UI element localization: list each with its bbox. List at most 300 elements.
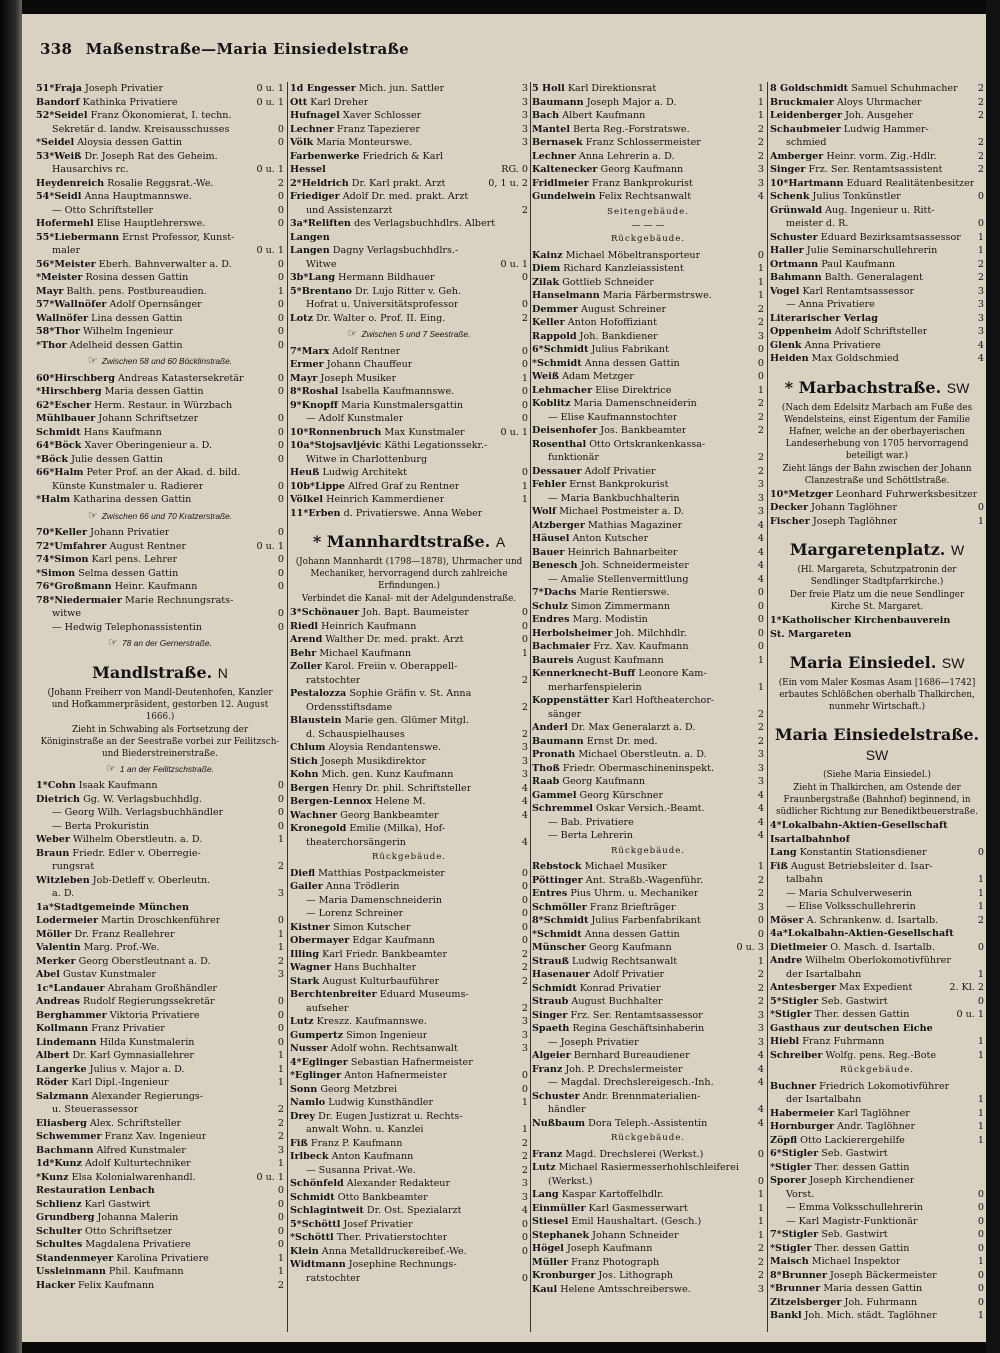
entry-name: Schmidt <box>36 426 81 438</box>
floor-number <box>981 927 984 941</box>
directory-entry <box>770 177 984 191</box>
entry-name: Schönfeld <box>290 1178 344 1189</box>
entry-text <box>770 312 878 326</box>
directory-entry <box>532 762 764 776</box>
directory-entry <box>36 540 284 554</box>
entry-name: Literarischer Verlag <box>770 312 878 324</box>
district-letter: SW <box>946 379 970 396</box>
floor-number: 3 <box>521 1043 528 1054</box>
entry-detail: (Werkst.) <box>548 1175 593 1187</box>
district-letter: W <box>950 542 965 558</box>
floor-number: 0 <box>757 1175 764 1187</box>
entry-text <box>770 1093 861 1107</box>
directory-entry <box>532 492 764 506</box>
entry-name: Haller <box>770 245 804 256</box>
directory-entry <box>532 995 764 1009</box>
floor-number: 4 <box>757 546 764 558</box>
entry-text <box>36 1063 184 1077</box>
floor-number: 0 <box>277 494 284 505</box>
floor-number: 0 u. 1 <box>500 426 528 438</box>
entry-name: Herbolsheimer <box>532 627 613 639</box>
entry-name: Salzmann <box>36 1090 89 1102</box>
entry-detail: Anton Kaufmann <box>331 1151 414 1162</box>
floor-number: 0 <box>521 935 528 946</box>
entry-detail: Max Kunstmaler <box>384 426 465 438</box>
directory-entry <box>290 1123 528 1137</box>
entry-text <box>532 887 698 901</box>
floor-number <box>281 231 284 245</box>
directory-entry <box>770 954 984 968</box>
entry-detail: Karl Gasmesserwart <box>588 1202 688 1214</box>
entry-name: 4*Lokalbahn-Aktien-Gesellschaft <box>770 820 948 831</box>
entry-text <box>36 860 94 874</box>
entry-name: Oppenheim <box>770 326 832 337</box>
entry-detail: Aug. Ingenieur u. Ritt- <box>825 204 935 216</box>
directory-entry <box>770 1228 984 1242</box>
entry-detail: Hans Buchhalter <box>334 962 417 973</box>
street-note: Zieht in Schwabing als Fortsetzung der Königinstraße an der Seestraße vorbei zur Feilitzsch- und Biederstreinerstraße. <box>40 724 280 759</box>
directory-entry <box>36 553 284 567</box>
running-title: Maßenstraße—Maria Einsiedelstraße <box>85 40 410 58</box>
entry-name: Schmidt <box>290 1191 335 1203</box>
entry-detail: Konstantin Stationsdiener <box>799 847 927 858</box>
floor-number <box>981 628 984 642</box>
entry-name: St. Margareten <box>770 628 852 640</box>
entry-detail: Adolf Rentner <box>332 345 401 357</box>
building-subheading: Rückgebäude. <box>610 1133 686 1143</box>
floor-number: 0 <box>277 554 284 565</box>
entry-name: *Halm <box>36 494 71 505</box>
directory-entry <box>532 874 764 888</box>
entry-name: Rebstock <box>532 861 582 872</box>
directory-entry <box>532 163 764 177</box>
entry-detail: Herm. Restaur. in Würzbach <box>94 399 233 411</box>
directory-page <box>22 14 986 1342</box>
directory-entry <box>36 1265 284 1279</box>
entry-text <box>532 163 683 177</box>
directory-entry <box>290 163 528 177</box>
directory-entry <box>770 1215 984 1229</box>
entry-text <box>290 285 461 299</box>
floor-number: 2 <box>757 398 764 409</box>
entry-detail: Aloys Uhrmacher <box>836 96 922 108</box>
entry-name: Heydenreich <box>36 177 105 189</box>
entry-detail: händler <box>548 1104 586 1115</box>
entry-text <box>532 370 634 384</box>
entry-name: Mayr <box>290 372 318 384</box>
floor-number <box>281 847 284 861</box>
entry-detail: Adolf Schriftsteller <box>834 326 928 337</box>
entry-name: *Stigler <box>770 1009 812 1020</box>
floor-number: 0 <box>521 399 528 411</box>
entry-text <box>532 1229 679 1243</box>
entry-name: Schmöller <box>532 901 587 913</box>
entry-name: Grünwald <box>770 204 823 216</box>
directory-entry <box>532 303 764 317</box>
entry-text <box>290 701 392 715</box>
entry-text <box>36 1265 184 1279</box>
entry-detail: Heinrich Kammerdiener <box>326 494 445 505</box>
floor-number: 0 <box>277 258 284 270</box>
street-heading <box>290 532 528 552</box>
entry-text <box>532 968 664 982</box>
floor-number: 0 <box>277 299 284 310</box>
directory-entry <box>290 123 528 137</box>
entry-text <box>532 955 677 969</box>
entry-detail: Adolf Dr. med. prakt. Arzt <box>342 191 469 202</box>
entry-name: Hofermehl <box>36 218 94 229</box>
entry-text <box>36 901 189 915</box>
floor-number: 1 <box>277 1252 284 1264</box>
directory-entry <box>532 928 764 942</box>
entry-detail: Michael Rasiermesserhohlschleiferei <box>558 1162 739 1173</box>
directory-entry <box>36 982 284 996</box>
entry-text <box>36 399 232 413</box>
directory-entry <box>36 594 284 608</box>
entry-text <box>770 968 861 982</box>
floor-number: 0 <box>757 641 764 652</box>
directory-entry <box>532 519 764 533</box>
entry-name: Kronburger <box>532 1270 596 1281</box>
directory-entry <box>532 1161 764 1175</box>
floor-number: 2 <box>521 948 528 960</box>
entry-text <box>290 1096 433 1110</box>
floor-number <box>281 109 284 123</box>
entry-detail: Anna Lehrerin a. D. <box>578 150 675 162</box>
floor-number: 1 <box>757 681 764 693</box>
entry-name: Franz <box>532 1063 563 1075</box>
entry-text <box>770 352 899 366</box>
floor-number: 2 <box>757 425 764 436</box>
directory-entry <box>36 621 284 635</box>
floor-number <box>281 1090 284 1104</box>
directory-entry <box>290 795 528 809</box>
directory-entry <box>532 1022 764 1036</box>
entry-text <box>770 150 937 164</box>
floor-number <box>281 874 284 888</box>
directory-entry <box>770 1242 984 1256</box>
entry-name: Kohn <box>290 769 319 780</box>
entry-text <box>770 204 935 218</box>
entry-name: Keller <box>532 317 565 328</box>
floor-number: 1 <box>977 887 984 899</box>
floor-number: 1 <box>757 276 764 288</box>
floor-number: 3 <box>757 1036 764 1048</box>
entry-text <box>770 1255 900 1269</box>
floor-number: 0 <box>277 527 284 538</box>
directory-entry <box>532 505 764 519</box>
directory-entry <box>770 271 984 285</box>
entry-detail: Andr. Brennmaterialien- <box>582 1090 701 1102</box>
entry-text <box>36 982 217 996</box>
entry-name: Farbenwerke <box>290 150 360 162</box>
directory-entry <box>532 276 764 290</box>
entry-text <box>36 109 232 123</box>
directory-entry <box>290 741 528 755</box>
directory-entry <box>532 438 764 452</box>
entry-name: Schultes <box>36 1239 83 1250</box>
entry-text <box>290 1083 397 1097</box>
floor-number: 3 <box>521 1178 528 1189</box>
directory-entry <box>290 728 528 742</box>
entry-name: Möller <box>36 928 72 940</box>
entry-text <box>532 96 676 110</box>
directory-entry <box>770 1120 984 1134</box>
floor-number: 0 <box>277 1185 284 1196</box>
floor-number: 4 <box>521 796 528 807</box>
entry-text <box>532 600 670 614</box>
directory-entry <box>532 1202 764 1216</box>
entry-detail: Maria Kunstmalersgattin <box>341 399 464 411</box>
floor-number: 0 <box>277 1225 284 1237</box>
floor-number: 2 <box>757 874 764 886</box>
entry-text <box>290 136 412 150</box>
entry-name: 5*Stigler <box>770 995 819 1007</box>
entry-text <box>290 934 435 948</box>
entry-text <box>770 900 916 914</box>
entry-detail: — Karl Magistr-Funktionär <box>786 1215 918 1227</box>
entry-detail: Max Goldschmied <box>811 353 899 364</box>
floor-number: 2 <box>521 204 528 216</box>
entry-text <box>532 982 661 996</box>
book-spine-shadow <box>0 0 22 1353</box>
entry-name: Schulz <box>532 600 568 612</box>
directory-entry <box>36 136 284 150</box>
directory-entry <box>532 982 764 996</box>
directory-entry <box>36 285 284 299</box>
directory-entry <box>770 914 984 928</box>
floor-number: 1 <box>277 1077 284 1088</box>
directory-entry <box>290 822 528 836</box>
entry-text <box>770 109 913 123</box>
directory-entry <box>290 714 528 728</box>
street-note: Zieht längs der Bahn zwischen der Johann Clanzestraße und Schöttlstraße. <box>782 463 972 486</box>
entry-name: Völkel <box>290 494 324 505</box>
entry-text <box>36 150 218 164</box>
entry-detail: Ordensstiftsdame <box>306 701 393 713</box>
directory-entry <box>532 532 764 546</box>
floor-number: 0 <box>277 1023 284 1034</box>
floor-number: 2 <box>757 888 764 899</box>
entry-detail: Joh. Milchhdlr. <box>615 627 687 639</box>
entry-text <box>770 231 961 245</box>
entry-text <box>532 573 688 587</box>
entry-text <box>36 914 220 928</box>
floor-number: 0 <box>757 614 764 625</box>
entry-detail: Katharina dessen Gattin <box>73 494 192 505</box>
directory-entry <box>532 681 764 695</box>
entry-text <box>290 660 457 674</box>
entry-text <box>36 1049 194 1063</box>
floor-number: 0 <box>977 995 984 1007</box>
directory-entry <box>532 802 764 816</box>
floor-number: 2 <box>757 996 764 1007</box>
floor-number: 0 <box>277 426 284 438</box>
floor-number: 1 <box>757 384 764 396</box>
directory-entry <box>532 1215 764 1229</box>
directory-entry <box>36 1238 284 1252</box>
floor-number <box>981 1022 984 1036</box>
floor-number: 0 <box>977 1242 984 1254</box>
entry-detail: a. D. <box>52 888 75 899</box>
entry-name: Schuster <box>770 231 818 243</box>
directory-entry <box>36 1279 284 1293</box>
entry-text <box>770 1296 917 1310</box>
entry-detail: — Elise Volksschullehrerin <box>786 901 916 912</box>
directory-entry <box>770 150 984 164</box>
entry-name: 74*Simon <box>36 554 89 565</box>
entry-detail: u. Steuerassessor <box>52 1104 139 1115</box>
floor-number: 0 <box>977 1215 984 1227</box>
entry-text <box>532 901 676 915</box>
entry-name: Schlienz <box>36 1198 82 1210</box>
entry-name: 8*Roshal <box>290 386 339 397</box>
entry-text <box>770 285 914 299</box>
directory-entry <box>770 258 984 272</box>
entry-detail: — Anna Privatiere <box>786 299 875 310</box>
directory-entry <box>290 660 528 674</box>
directory-entry <box>770 900 984 914</box>
entry-text <box>770 1188 814 1202</box>
entry-name: Hasenauer <box>532 969 591 980</box>
floor-number <box>761 667 764 681</box>
floor-number: 2 <box>757 735 764 747</box>
directory-entry <box>290 1110 528 1124</box>
directory-entry <box>36 1252 284 1266</box>
directory-entry <box>532 136 764 150</box>
directory-entry <box>532 559 764 573</box>
entry-text <box>770 981 912 995</box>
entry-text <box>36 271 188 285</box>
directory-entry <box>770 231 984 245</box>
entry-name: 1*Katholischer Kirchenbauverein <box>770 615 951 626</box>
floor-number: 1 <box>977 1121 984 1132</box>
directory-entry <box>36 860 284 874</box>
entry-name: Stich <box>290 755 318 767</box>
street-name: Mandlstraße. <box>92 662 213 682</box>
floor-number: 4 <box>757 533 764 544</box>
entry-detail: meister d. R. <box>786 218 849 229</box>
entry-text <box>290 1231 447 1245</box>
directory-entry <box>36 887 284 901</box>
directory-entry <box>770 217 984 231</box>
entry-name: Baumann <box>532 735 584 747</box>
entry-text <box>770 1147 888 1161</box>
entry-text <box>770 1022 933 1036</box>
entry-name: Merker <box>36 955 76 967</box>
directory-entry <box>532 1036 764 1050</box>
entry-name: 6*Schmidt <box>532 344 589 355</box>
entry-name: 1*Cohn <box>36 780 76 791</box>
directory-entry <box>36 493 284 507</box>
entry-text <box>36 793 202 807</box>
entry-detail: Heinr. Kaufmann <box>114 581 198 592</box>
floor-number: 2 <box>277 955 284 967</box>
street-note: (Siehe Maria Einsiedel.) <box>823 770 931 780</box>
directory-entry <box>290 1177 528 1191</box>
entry-detail: Vorst. <box>786 1188 815 1200</box>
floor-number: 4 <box>521 836 528 848</box>
entry-text <box>36 466 240 480</box>
column-2 <box>290 82 528 1332</box>
entry-text <box>532 1049 690 1063</box>
directory-entry <box>290 1245 528 1259</box>
entry-detail: Karl Dipl.-Ingenieur <box>71 1077 169 1088</box>
entry-text <box>770 163 942 177</box>
entry-name: Schulter <box>36 1225 82 1237</box>
entry-detail: Gg. W. Verlagsbuchhdlg. <box>83 793 202 805</box>
entry-name: Lechner <box>290 123 334 135</box>
column-divider <box>287 82 288 1332</box>
page-edge-shadow <box>986 0 1000 1353</box>
floor-number: 1 <box>757 1229 764 1241</box>
street-note: Zieht in Thalkirchen, am Ostende der Fraunbergstraße (Bahnhof) beginnend, in südlicher Richtung zur Benediktbeuerstraße. <box>775 783 978 817</box>
directory-entry <box>36 928 284 942</box>
entry-text <box>532 109 645 123</box>
directory-entry <box>770 1188 984 1202</box>
entry-name: *Stigler <box>770 1242 812 1254</box>
directory-entry <box>532 1269 764 1283</box>
floor-number <box>981 1161 984 1175</box>
entry-name: Bachmann <box>36 1144 94 1156</box>
page-number: 338 <box>40 40 73 58</box>
entry-text <box>36 312 182 326</box>
floor-number: 3 <box>521 755 528 767</box>
floor-number: 0 <box>277 386 284 397</box>
entry-detail: Joseph Musiker <box>320 372 397 384</box>
floor-number <box>525 190 528 204</box>
entry-text <box>532 289 712 303</box>
directory-entry <box>290 1272 528 1286</box>
floor-number: 2 <box>277 1117 284 1129</box>
entry-detail: Franz Bankprokurist <box>591 177 693 189</box>
directory-entry <box>36 298 284 312</box>
entry-detail: Ernst Bankprokurist <box>569 479 669 490</box>
entry-name: Zilak <box>532 276 560 288</box>
entry-name: Schremmel <box>532 803 593 814</box>
entry-text <box>36 1171 196 1185</box>
entry-text <box>36 594 233 608</box>
entry-name: Fiß <box>770 860 788 872</box>
entry-name: Lutz <box>532 1162 556 1173</box>
floor-number: 4 <box>757 816 764 828</box>
floor-number: 0, 1 u. 2 <box>488 177 528 189</box>
entry-detail: Sekretär d. landw. Kreisausschusses <box>52 123 230 135</box>
entry-text <box>770 82 958 96</box>
floor-number: 0 <box>757 1148 764 1160</box>
entry-name: Arend <box>290 634 323 645</box>
directory-entry <box>532 177 764 191</box>
entry-detail: Franz Tapezierer <box>336 123 420 135</box>
entry-detail: Pius Uhrm. u. Mechaniker <box>570 888 699 899</box>
entry-text <box>532 1283 691 1297</box>
entry-text <box>532 1090 700 1104</box>
directory-entry <box>36 607 284 621</box>
entry-name: Fehler <box>532 479 567 490</box>
entry-name: Bauer <box>532 546 565 558</box>
entry-text <box>36 968 156 982</box>
directory-entry <box>290 1137 528 1151</box>
entry-detail: Julius Fabrikant <box>591 344 669 355</box>
entry-name: Pöttinger <box>532 874 583 886</box>
floor-number: 2 <box>521 1137 528 1149</box>
entry-name: Stiesel <box>532 1216 569 1227</box>
directory-entry <box>532 613 764 627</box>
floor-number: 2 <box>521 674 528 686</box>
floor-number: 0 <box>277 339 284 351</box>
entry-text <box>532 136 701 150</box>
directory-entry <box>770 298 984 312</box>
